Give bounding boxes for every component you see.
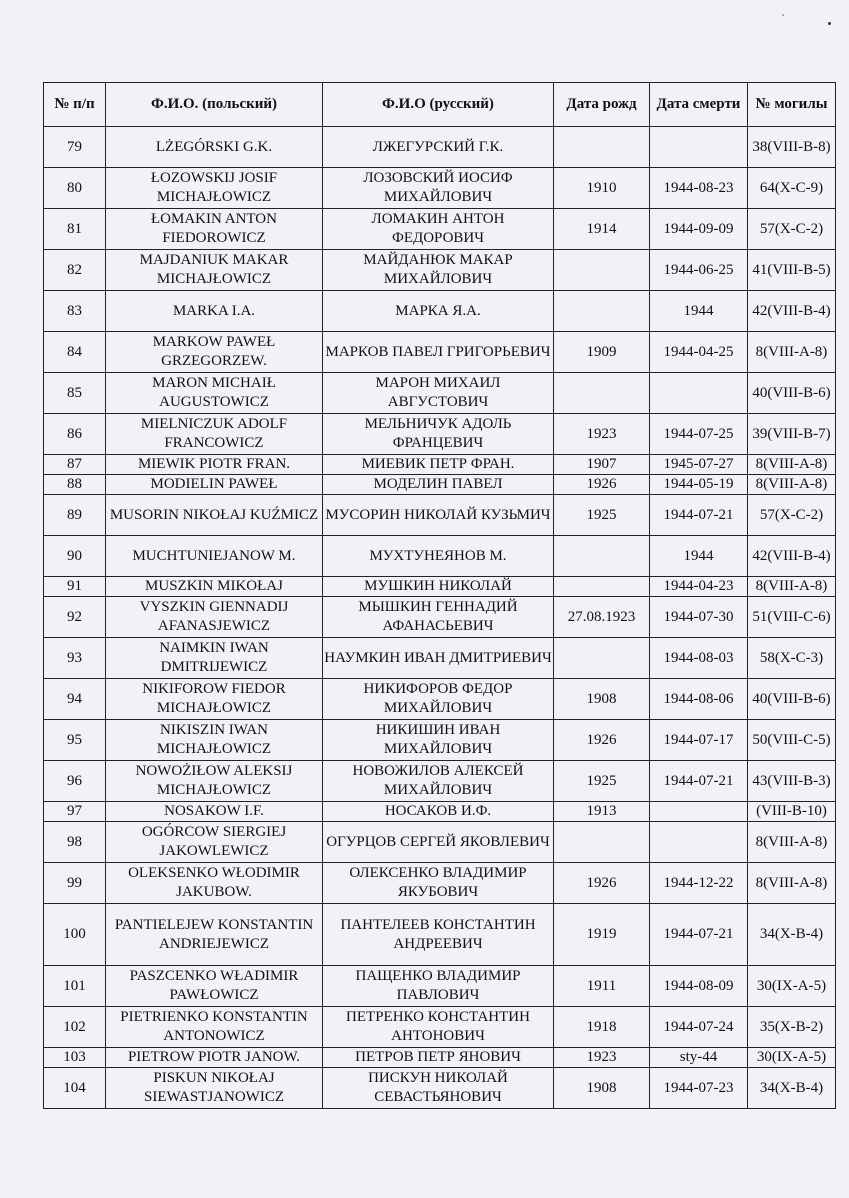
table-row	[44, 475, 836, 495]
cell-name-russian: МУСОРИН НИКОЛАЙ КУЗЬМИЧ	[323, 495, 554, 536]
table-row	[44, 127, 836, 168]
table-row	[44, 373, 836, 414]
table-row	[44, 679, 836, 720]
cell-number: 79	[44, 127, 106, 168]
cell-number: 91	[44, 577, 106, 597]
table-row	[44, 863, 836, 904]
cell-birth-date: 1908	[554, 1068, 650, 1109]
cell-name-russian: МАРКОВ ПАВЕЛ ГРИГОРЬЕВИЧ	[323, 332, 554, 373]
cell-name-russian: НИКИШИН ИВАН МИХАЙЛОВИЧ	[323, 720, 554, 761]
cell-name-russian: МАРКА Я.А.	[323, 291, 554, 332]
cell-birth-date: 1907	[554, 455, 650, 475]
cell-death-date	[650, 373, 748, 414]
cell-death-date: 1944-08-09	[650, 966, 748, 1007]
cell-name-polish: MARKOW PAWEŁ GRZEGORZEW.	[106, 332, 323, 373]
cell-grave-number: 51(VIII-C-6)	[748, 597, 836, 638]
cell-death-date: 1944-07-30	[650, 597, 748, 638]
table-row	[44, 720, 836, 761]
cell-grave-number: 8(VIII-A-8)	[748, 332, 836, 373]
cell-grave-number: 30(IX-A-5)	[748, 966, 836, 1007]
cell-birth-date: 27.08.1923	[554, 597, 650, 638]
cell-name-polish: ŁOMAKIN ANTON FIEDOROWICZ	[106, 209, 323, 250]
cell-death-date: 1944-05-19	[650, 475, 748, 495]
cell-name-russian: МЕЛЬНИЧУК АДОЛЬ ФРАНЦЕВИЧ	[323, 414, 554, 455]
cell-name-russian: МОДЕЛИН ПАВЕЛ	[323, 475, 554, 495]
cell-name-polish: PISKUN NIKOŁAJ SIEWASTJANOWICZ	[106, 1068, 323, 1109]
cell-death-date: 1944-12-22	[650, 863, 748, 904]
cell-grave-number: 64(X-C-9)	[748, 168, 836, 209]
cell-grave-number: (VIII-B-10)	[748, 802, 836, 822]
cell-death-date: 1944	[650, 291, 748, 332]
cell-name-polish: MIEWIK PIOTR FRAN.	[106, 455, 323, 475]
header-name-russian: Ф.И.О (русский)	[323, 83, 554, 127]
cell-birth-date: 1910	[554, 168, 650, 209]
cell-name-polish: MUSZKIN MIKOŁAJ	[106, 577, 323, 597]
cell-name-polish: MODIELIN PAWEŁ	[106, 475, 323, 495]
cell-name-russian: НАУМКИН ИВАН ДМИТРИЕВИЧ	[323, 638, 554, 679]
cell-grave-number: 35(X-B-2)	[748, 1007, 836, 1048]
cell-grave-number: 57(X-C-2)	[748, 209, 836, 250]
cell-name-russian: НИКИФОРОВ ФЕДОР МИХАЙЛОВИЧ	[323, 679, 554, 720]
cell-name-polish: OGÓRCOW SIERGIEJ JAKOWLEWICZ	[106, 822, 323, 863]
cell-name-russian: МУХТУНЕЯНОВ М.	[323, 536, 554, 577]
cell-name-polish: MARKA I.A.	[106, 291, 323, 332]
table-row	[44, 1068, 836, 1109]
cell-name-polish: MIELNICZUK ADOLF FRANCOWICZ	[106, 414, 323, 455]
table-row	[44, 414, 836, 455]
cell-death-date: 1944-04-23	[650, 577, 748, 597]
table-row	[44, 904, 836, 966]
cell-death-date: 1944-08-06	[650, 679, 748, 720]
cell-birth-date: 1926	[554, 863, 650, 904]
cell-birth-date: 1909	[554, 332, 650, 373]
cell-grave-number: 8(VIII-A-8)	[748, 455, 836, 475]
table-row	[44, 597, 836, 638]
table-row	[44, 455, 836, 475]
table-row	[44, 209, 836, 250]
cell-death-date	[650, 822, 748, 863]
cell-number: 87	[44, 455, 106, 475]
cell-number: 84	[44, 332, 106, 373]
cell-death-date: 1944-07-24	[650, 1007, 748, 1048]
table-row	[44, 495, 836, 536]
cell-name-russian: МИЕВИК ПЕТР ФРАН.	[323, 455, 554, 475]
cell-name-polish: ŁOZOWSKIJ JOSIF MICHAJŁOWICZ	[106, 168, 323, 209]
cell-name-russian: НОВОЖИЛОВ АЛЕКСЕЙ МИХАЙЛОВИЧ	[323, 761, 554, 802]
cell-name-polish: LŻEGÓRSKI G.K.	[106, 127, 323, 168]
cell-death-date: 1944-07-17	[650, 720, 748, 761]
cell-grave-number: 41(VIII-B-5)	[748, 250, 836, 291]
cell-birth-date: 1908	[554, 679, 650, 720]
cell-name-polish: VYSZKIN GIENNADIJ AFANASJEWICZ	[106, 597, 323, 638]
cell-death-date: 1944-07-21	[650, 904, 748, 966]
cell-birth-date: 1913	[554, 802, 650, 822]
table-row	[44, 638, 836, 679]
cell-number: 81	[44, 209, 106, 250]
cell-grave-number: 40(VIII-B-6)	[748, 679, 836, 720]
cell-birth-date	[554, 291, 650, 332]
cell-death-date: 1944-07-23	[650, 1068, 748, 1109]
cell-grave-number: 42(VIII-B-4)	[748, 291, 836, 332]
cell-number: 93	[44, 638, 106, 679]
cell-number: 82	[44, 250, 106, 291]
cell-name-russian: ПАЩЕНКО ВЛАДИМИР ПАВЛОВИЧ	[323, 966, 554, 1007]
cell-number: 90	[44, 536, 106, 577]
cell-name-russian: МУШКИН НИКОЛАЙ	[323, 577, 554, 597]
cell-number: 100	[44, 904, 106, 966]
cell-number: 98	[44, 822, 106, 863]
table-row	[44, 291, 836, 332]
cell-birth-date	[554, 822, 650, 863]
cell-death-date: 1944-08-03	[650, 638, 748, 679]
cell-death-date: 1944-04-25	[650, 332, 748, 373]
cell-birth-date: 1911	[554, 966, 650, 1007]
cell-name-russian: ОГУРЦОВ СЕРГЕЙ ЯКОВЛЕВИЧ	[323, 822, 554, 863]
cell-death-date: 1944-07-21	[650, 761, 748, 802]
cell-name-polish: OLEKSENKO WŁODIMIR JAKUBOW.	[106, 863, 323, 904]
cell-grave-number: 34(X-B-4)	[748, 904, 836, 966]
cell-name-polish: NOSAKOW I.F.	[106, 802, 323, 822]
cell-name-polish: PIETRIENKO KONSTANTIN ANTONOWICZ	[106, 1007, 323, 1048]
cell-grave-number: 8(VIII-A-8)	[748, 577, 836, 597]
cell-birth-date: 1923	[554, 1048, 650, 1068]
cell-name-polish: PIETROW PIOTR JANOW.	[106, 1048, 323, 1068]
cell-grave-number: 40(VIII-B-6)	[748, 373, 836, 414]
cell-death-date	[650, 127, 748, 168]
cell-number: 85	[44, 373, 106, 414]
cell-name-polish: NIKIFOROW FIEDOR MICHAJŁOWICZ	[106, 679, 323, 720]
cell-death-date: 1944-06-25	[650, 250, 748, 291]
cell-name-polish: MUCHTUNIEJANOW M.	[106, 536, 323, 577]
cell-grave-number: 50(VIII-C-5)	[748, 720, 836, 761]
cell-number: 86	[44, 414, 106, 455]
cell-number: 95	[44, 720, 106, 761]
table-row	[44, 1007, 836, 1048]
cell-grave-number: 34(X-B-4)	[748, 1068, 836, 1109]
table-row	[44, 1048, 836, 1068]
cell-birth-date: 1914	[554, 209, 650, 250]
cell-death-date: 1944	[650, 536, 748, 577]
cell-number: 92	[44, 597, 106, 638]
table-row	[44, 966, 836, 1007]
cell-name-polish: MAJDANIUK MAKAR MICHAJŁOWICZ	[106, 250, 323, 291]
cell-number: 94	[44, 679, 106, 720]
cell-grave-number: 38(VIII-B-8)	[748, 127, 836, 168]
cell-death-date: 1944-07-25	[650, 414, 748, 455]
cell-number: 97	[44, 802, 106, 822]
cell-number: 102	[44, 1007, 106, 1048]
cell-death-date	[650, 802, 748, 822]
cell-name-russian: ЛОМАКИН АНТОН ФЕДОРОВИЧ	[323, 209, 554, 250]
scan-dot	[828, 22, 831, 25]
header-grave-number: № могилы	[748, 83, 836, 127]
header-row	[44, 83, 836, 127]
cell-birth-date: 1923	[554, 414, 650, 455]
cell-grave-number: 58(X-C-3)	[748, 638, 836, 679]
cell-birth-date: 1926	[554, 475, 650, 495]
cell-name-russian: ЛЖЕГУРСКИЙ Г.К.	[323, 127, 554, 168]
cell-name-russian: ПИСКУН НИКОЛАЙ СЕВАСТЬЯНОВИЧ	[323, 1068, 554, 1109]
cell-death-date: 1944-08-23	[650, 168, 748, 209]
header-birth-date: Дата рожд	[554, 83, 650, 127]
cell-grave-number: 8(VIII-A-8)	[748, 863, 836, 904]
cell-number: 96	[44, 761, 106, 802]
cell-grave-number: 57(X-C-2)	[748, 495, 836, 536]
cell-name-polish: MUSORIN NIKOŁAJ KUŹMICZ	[106, 495, 323, 536]
table-row	[44, 822, 836, 863]
cell-name-russian: ОЛЕКСЕНКО ВЛАДИМИР ЯКУБОВИЧ	[323, 863, 554, 904]
burial-registry-table	[43, 82, 836, 1109]
cell-birth-date: 1925	[554, 761, 650, 802]
cell-number: 103	[44, 1048, 106, 1068]
cell-number: 99	[44, 863, 106, 904]
table-body	[44, 127, 836, 1109]
cell-death-date: 1945-07-27	[650, 455, 748, 475]
cell-grave-number: 8(VIII-A-8)	[748, 822, 836, 863]
header-death-date: Дата смерти	[650, 83, 748, 127]
cell-death-date: sty-44	[650, 1048, 748, 1068]
cell-grave-number: 8(VIII-A-8)	[748, 475, 836, 495]
cell-name-russian: ПЕТРОВ ПЕТР ЯНОВИЧ	[323, 1048, 554, 1068]
cell-birth-date: 1926	[554, 720, 650, 761]
cell-birth-date: 1918	[554, 1007, 650, 1048]
table-row	[44, 168, 836, 209]
scan-speck	[782, 14, 784, 16]
cell-grave-number: 42(VIII-B-4)	[748, 536, 836, 577]
cell-name-polish: PASZCENKO WŁADIMIR PAWŁOWICZ	[106, 966, 323, 1007]
table-row	[44, 536, 836, 577]
cell-name-russian: МЫШКИН ГЕННАДИЙ АФАНАСЬЕВИЧ	[323, 597, 554, 638]
cell-number: 101	[44, 966, 106, 1007]
cell-number: 89	[44, 495, 106, 536]
cell-name-polish: NIKISZIN IWAN MICHAJŁOWICZ	[106, 720, 323, 761]
cell-birth-date	[554, 127, 650, 168]
cell-name-russian: МАРОН МИХАИЛ АВГУСТОВИЧ	[323, 373, 554, 414]
header-name-polish: Ф.И.О. (польский)	[106, 83, 323, 127]
cell-name-russian: ЛОЗОВСКИЙ ИОСИФ МИХАЙЛОВИЧ	[323, 168, 554, 209]
table-row	[44, 250, 836, 291]
cell-death-date: 1944-07-21	[650, 495, 748, 536]
cell-death-date: 1944-09-09	[650, 209, 748, 250]
table-row	[44, 802, 836, 822]
cell-number: 104	[44, 1068, 106, 1109]
cell-grave-number: 39(VIII-B-7)	[748, 414, 836, 455]
cell-name-polish: NAIMKIN IWAN DMITRIJEWICZ	[106, 638, 323, 679]
cell-birth-date	[554, 577, 650, 597]
header-number: № п/п	[44, 83, 106, 127]
cell-name-russian: НОСАКОВ И.Ф.	[323, 802, 554, 822]
cell-number: 88	[44, 475, 106, 495]
cell-birth-date	[554, 536, 650, 577]
table-row	[44, 761, 836, 802]
cell-grave-number: 43(VIII-B-3)	[748, 761, 836, 802]
cell-name-polish: NOWOŻIŁOW ALEKSIJ MICHAJŁOWICZ	[106, 761, 323, 802]
cell-name-russian: ПЕТРЕНКО КОНСТАНТИН АНТОНОВИЧ	[323, 1007, 554, 1048]
cell-name-russian: МАЙДАНЮК МАКАР МИХАЙЛОВИЧ	[323, 250, 554, 291]
cell-grave-number: 30(IX-A-5)	[748, 1048, 836, 1068]
cell-name-polish: MARON MICHAIŁ AUGUSTOWICZ	[106, 373, 323, 414]
cell-birth-date	[554, 638, 650, 679]
cell-birth-date	[554, 250, 650, 291]
cell-name-russian: ПАНТЕЛЕЕВ КОНСТАНТИН АНДРЕЕВИЧ	[323, 904, 554, 966]
cell-birth-date: 1919	[554, 904, 650, 966]
cell-number: 83	[44, 291, 106, 332]
table-row	[44, 577, 836, 597]
cell-name-polish: PANTIELEJEW KONSTANTIN ANDRIEJEWICZ	[106, 904, 323, 966]
cell-birth-date: 1925	[554, 495, 650, 536]
cell-birth-date	[554, 373, 650, 414]
cell-number: 80	[44, 168, 106, 209]
table-row	[44, 332, 836, 373]
